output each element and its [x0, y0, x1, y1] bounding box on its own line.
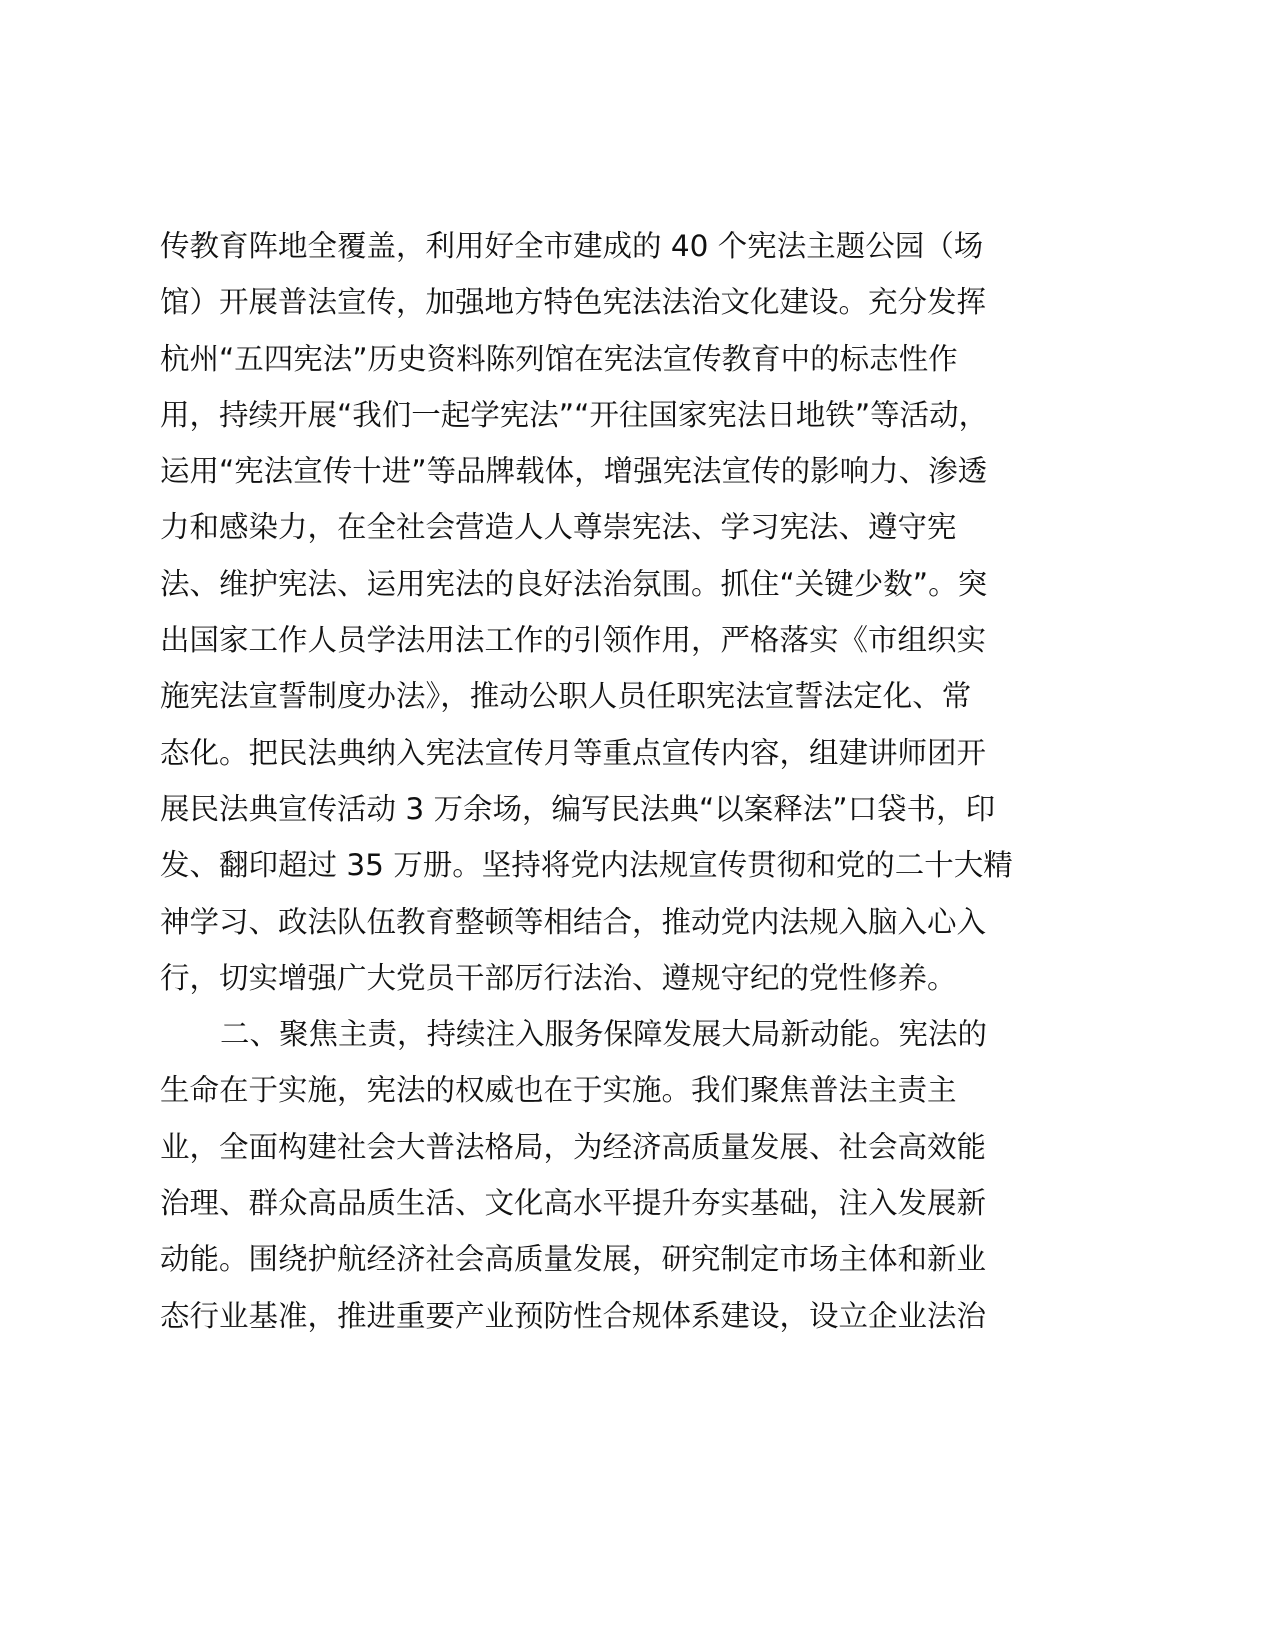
text-line: 运用“宪法宣传十进”等品牌载体，增强宪法宣传的影响力、渗透 — [160, 454, 988, 489]
text-line: 态化。把民法典纳入宪法宣传月等重点宣传内容，组建讲师团开 — [160, 735, 987, 770]
text-line: 施宪法宣誓制度办法》，推动公职人员任职宪法宣誓法定化、常 — [160, 679, 972, 714]
text-line: 馆）开展普法宣传，加强地方特色宪法法治文化建设。充分发挥 — [160, 285, 987, 320]
text-line: 态行业基准，推进重要产业预防性合规体系建设，设立企业法治 — [160, 1298, 987, 1333]
text-line: 展民法典宣传活动 3 万余场，编写民法典“以案释法”口袋书，印 — [160, 791, 996, 826]
text-line: 发、翻印超过 35 万册。坚持将党内法规宣传贯彻和党的二十大精 — [160, 848, 1013, 883]
text-line: 治理、群众高品质生活、文化高水平提升夯实基础，注入发展新 — [160, 1186, 987, 1221]
body-text — [160, 218, 1100, 1344]
text-line: 力和感染力，在全社会营造人人尊崇宪法、学习宪法、遵守宪 — [160, 510, 957, 545]
text-line: 业，全面构建社会大普法格局，为经济高质量发展、社会高效能 — [160, 1129, 987, 1164]
text-line: 用，持续开展“我们一起学宪法”“开往国家宪法日地铁”等活动， — [160, 397, 989, 432]
section-heading-line: 二、聚焦主责，持续注入服务保障发展大局新动能。宪法的 — [220, 1017, 988, 1052]
text-line: 传教育阵地全覆盖，利用好全市建成的 40 个宪法主题公园（场 — [160, 229, 984, 263]
text-line: 杭州“五四宪法”历史资料陈列馆在宪法宣传教育中的标志性作 — [160, 341, 958, 376]
text-line: 动能。围绕护航经济社会高质量发展，研究制定市场主体和新业 — [160, 1242, 987, 1277]
text-line: 法、维护宪法、运用宪法的良好法治氛围。抓住“关键少数”。突 — [160, 566, 988, 601]
text-line: 神学习、政法队伍教育整顿等相结合，推动党内法规入脑入心入 — [160, 904, 987, 939]
text-line: 生命在于实施，宪法的权威也在于实施。我们聚焦普法主责主 — [160, 1073, 957, 1108]
text-line: 行，切实增强广大党员干部厉行法治、遵规守纪的党性修养。 — [160, 960, 957, 995]
text-line: 出国家工作人员学法用法工作的引领作用，严格落实《市组织实 — [160, 623, 987, 658]
